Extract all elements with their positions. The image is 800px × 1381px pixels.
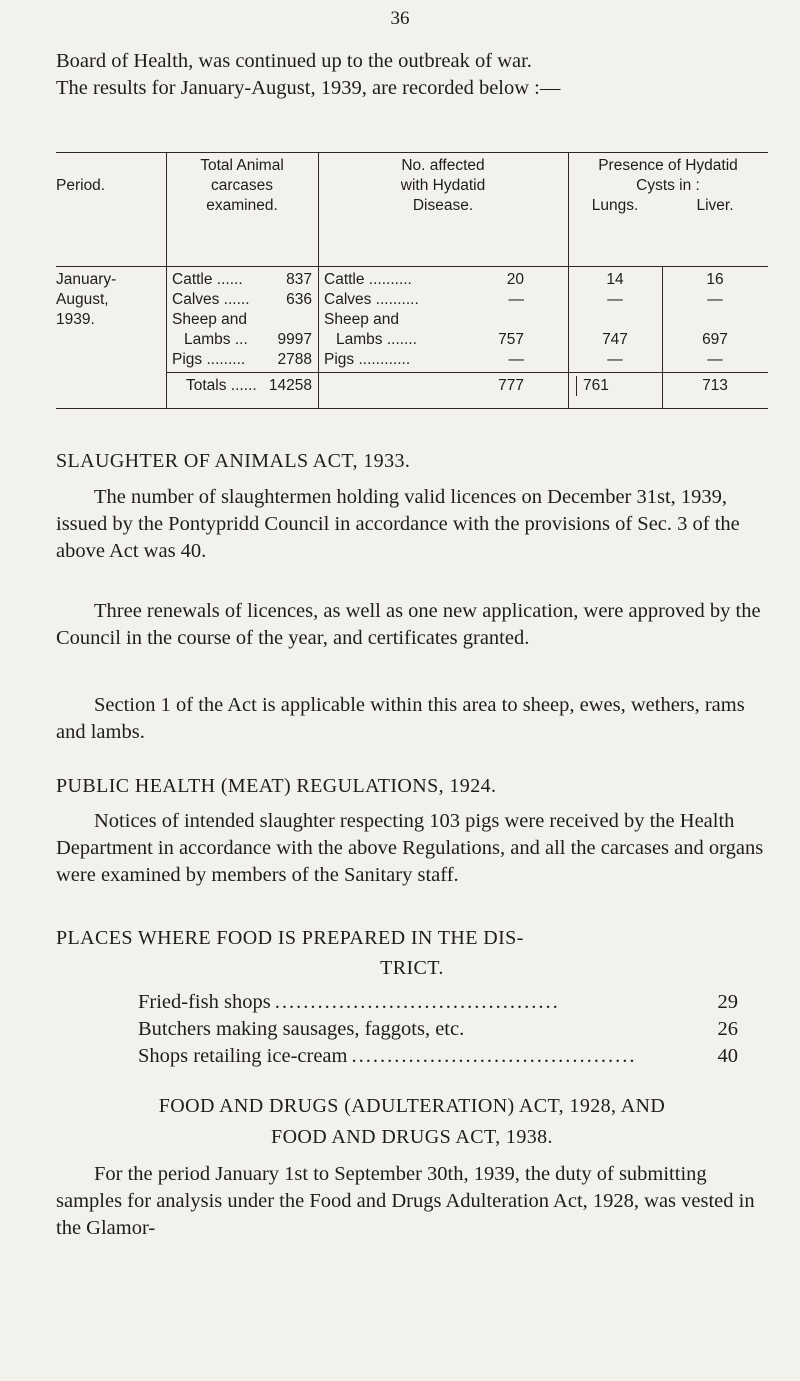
- liver-value: —: [707, 291, 723, 308]
- totals-lungs: 761: [576, 376, 663, 396]
- lungs-value: —: [607, 351, 623, 368]
- table-top-rule: [56, 152, 768, 153]
- header-lungs: Lungs.: [591, 197, 639, 214]
- places-heading-line-1: PLACES WHERE FOOD IS PREPARED IN THE DIS-: [56, 927, 524, 949]
- carcases-row-sheep: [172, 310, 312, 330]
- affected-label: Cattle ..........: [324, 271, 412, 288]
- places-heading-line-2: TRICT.: [380, 957, 444, 979]
- list-item-value: 40: [717, 1045, 738, 1067]
- header-carcases-line-1: Total Animal: [200, 157, 284, 174]
- header-cysts: [568, 156, 768, 196]
- header-carcases-line-3: examined.: [206, 197, 278, 214]
- list-item-label: Fried-fish shops: [138, 991, 271, 1013]
- slaughter-paragraph-3: Section 1 of the Act is applicable within this area to sheep, ewes, wethers, rams and lambs.: [56, 694, 745, 743]
- affected-value: —: [508, 351, 524, 368]
- affected-label: Pigs ............: [324, 351, 411, 368]
- header-affected-line-2: with Hydatid: [400, 177, 486, 194]
- affected-cell: [324, 270, 524, 370]
- affected-value: —: [508, 291, 524, 308]
- list-item: [138, 1043, 738, 1070]
- affected-row-calves: [324, 290, 524, 310]
- intro-line-1: Board of Health, was continued up to the outbreak of war.: [56, 50, 532, 72]
- list-item-label: Shops retailing ice-cream: [138, 1045, 348, 1067]
- leader-dots: ........................................: [274, 991, 560, 1013]
- carcases-label: Calves ......: [172, 291, 250, 308]
- liver-value: 16: [706, 271, 724, 288]
- liver-cell: [662, 270, 768, 370]
- lungs-value: 14: [606, 271, 624, 288]
- list-item-value: 26: [717, 1018, 738, 1040]
- header-carcases: [166, 156, 318, 216]
- list-item: [138, 1016, 738, 1043]
- carcases-cell: [172, 270, 312, 370]
- affected-label: Lambs .......: [336, 331, 417, 348]
- lungs-cell: [568, 270, 662, 370]
- totals-liver: 713: [702, 377, 728, 394]
- table-bottom-rule: [56, 408, 768, 409]
- liver-value: 697: [702, 331, 728, 348]
- table-totals-rule: [166, 372, 768, 373]
- carcases-label: Pigs .........: [172, 351, 246, 368]
- list-item-label: Butchers making sausages, faggots, etc.: [138, 1018, 465, 1040]
- slaughter-heading: SLAUGHTER OF ANIMALS ACT, 1933.: [56, 450, 411, 472]
- period-line-1: January-: [56, 271, 117, 288]
- header-affected-line-3: Disease.: [412, 197, 474, 214]
- carcases-value: 2788: [277, 351, 312, 368]
- intro-line-2: The results for January-August, 1939, are recorded below :—: [56, 77, 561, 99]
- carcases-label: Sheep and: [172, 311, 247, 328]
- leader-dots: ........................................: [351, 1045, 637, 1067]
- lungs-value: 747: [602, 331, 628, 348]
- affected-label: Sheep and: [324, 311, 399, 328]
- liver-value: [662, 310, 768, 330]
- carcases-row-pigs: [172, 350, 312, 370]
- hydatid-table: [56, 152, 768, 410]
- header-cysts-line-2: Cysts in :: [636, 177, 700, 194]
- affected-row-sheep: [324, 310, 524, 330]
- header-liver: Liver.: [696, 197, 734, 214]
- period-line-2: August,: [56, 291, 109, 308]
- public-health-heading: PUBLIC HEALTH (MEAT) REGULATIONS, 1924.: [56, 775, 497, 797]
- header-carcases-line-2: carcases: [210, 177, 274, 194]
- food-drugs-paragraph: For the period January 1st to September 30th, 1939, the duty of submitting samples for analysis under the Food and Drugs Adulteration Act, 1928, was vested in the Glamor-: [56, 1163, 755, 1239]
- totals-carcases-row: [186, 376, 312, 396]
- header-cysts-line-1: Presence of Hydatid: [598, 157, 738, 174]
- places-list: [138, 989, 738, 1070]
- totals-label: Totals ......: [186, 377, 257, 394]
- liver-value: —: [707, 351, 723, 368]
- affected-value: 20: [506, 271, 524, 288]
- intro-paragraph: [56, 48, 768, 102]
- carcases-value: 837: [286, 271, 312, 288]
- food-drugs-heading-line-1: FOOD AND DRUGS (ADULTERATION) ACT, 1928, AND: [158, 1095, 666, 1117]
- public-health-paragraph: Notices of intended slaughter respecting 103 pigs were received by the Health Department in accordance with the above Regulations, and all the carcases and organs were examined by members of the Sanitary staff.: [56, 810, 764, 886]
- carcases-row-calves: [172, 290, 312, 310]
- carcases-label: Cattle ......: [172, 271, 243, 288]
- carcases-label: Lambs ...: [184, 331, 248, 348]
- header-affected: [318, 156, 568, 216]
- header-affected-line-1: No. affected: [401, 157, 485, 174]
- slaughter-paragraph-1: The number of slaughtermen holding valid licences on December 31st, 1939, issued by the Pontypridd Council in accordance with the provisions of Sec. 3 of the above Act was 40.: [56, 486, 740, 562]
- carcases-value: 636: [286, 291, 312, 308]
- affected-label: Calves ..........: [324, 291, 419, 308]
- carcases-row-cattle: [172, 270, 312, 290]
- affected-row-pigs: [324, 350, 524, 370]
- carcases-value: 9997: [277, 331, 312, 348]
- header-period: Period.: [56, 177, 106, 194]
- totals-carcases-value: 14258: [268, 377, 312, 394]
- carcases-row-lambs: [172, 330, 312, 350]
- slaughter-paragraph-2: Three renewals of licences, as well as one new application, were approved by the Council in the course of the year, and certificates granted.: [56, 600, 761, 649]
- totals-affected: 777: [498, 377, 524, 394]
- food-drugs-heading-line-2: FOOD AND DRUGS ACT, 1938.: [271, 1126, 553, 1148]
- period-line-3: 1939.: [56, 311, 95, 328]
- period-cell: [56, 270, 164, 330]
- page-number: 36: [390, 8, 410, 29]
- affected-row-lambs: [324, 330, 524, 350]
- list-item-value: 29: [717, 991, 738, 1013]
- lungs-value: —: [607, 291, 623, 308]
- list-item: [138, 989, 738, 1016]
- totals-carcases: [186, 376, 312, 396]
- lungs-value: [568, 310, 662, 330]
- affected-row-cattle: [324, 270, 524, 290]
- affected-value: 757: [498, 331, 524, 348]
